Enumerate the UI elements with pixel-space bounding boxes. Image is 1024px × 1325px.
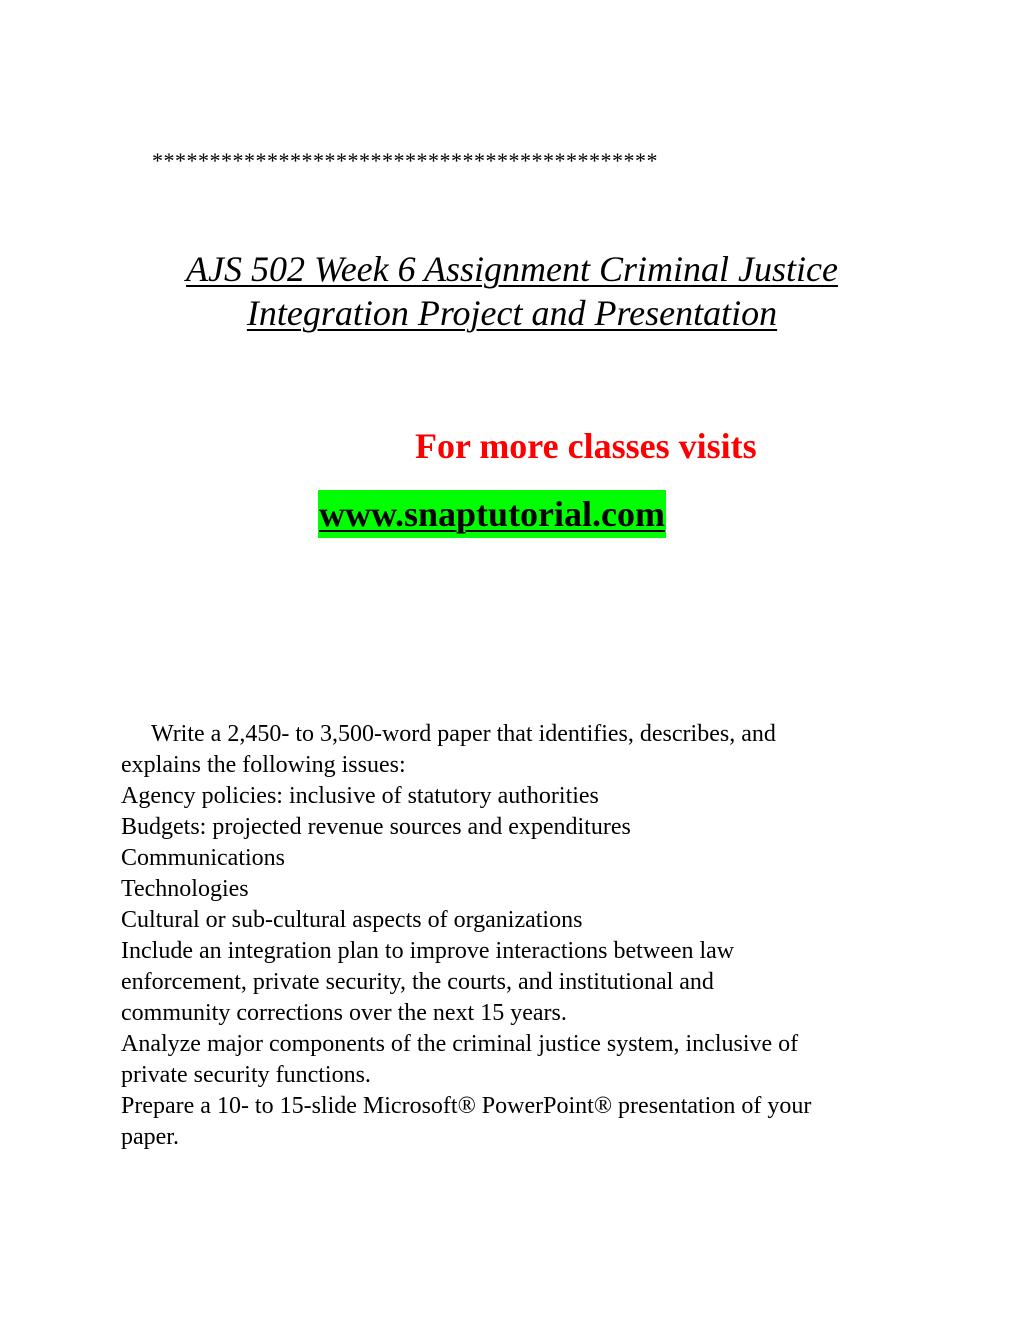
body-line: private security functions. — [121, 1062, 371, 1088]
body-line: Budgets: projected revenue sources and expenditures — [121, 814, 631, 840]
asterisk-separator: ******************************************** — [152, 148, 658, 173]
website-link[interactable]: www.snaptutorial.com — [318, 490, 666, 538]
body-line: Prepare a 10- to 15-slide Microsoft® PowerPoint® presentation of your — [121, 1093, 812, 1119]
body-line: Include an integration plan to improve interactions between law — [121, 938, 735, 964]
body-line: Technologies — [121, 876, 249, 902]
promo-text: For more classes visits — [415, 426, 757, 466]
body-line: enforcement, private security, the courts, and institutional and — [121, 969, 714, 995]
document-title — [0, 247, 1024, 335]
body-line: Cultural or sub-cultural aspects of organizations — [121, 907, 583, 933]
assignment-instructions — [121, 719, 911, 1153]
body-line: paper. — [121, 1124, 179, 1150]
body-line: community corrections over the next 15 years. — [121, 1000, 567, 1026]
body-line: Agency policies: inclusive of statutory authorities — [121, 783, 599, 809]
body-line: Write a 2,450- to 3,500-word paper that identifies, describes, and — [151, 721, 776, 747]
body-line: explains the following issues: — [121, 752, 406, 778]
body-line: Communications — [121, 845, 285, 871]
title-line-1: AJS 502 Week 6 Assignment Criminal Justice — [186, 249, 838, 289]
title-line-2: Integration Project and Presentation — [246, 293, 778, 333]
body-line: Analyze major components of the criminal justice system, inclusive of — [121, 1031, 799, 1057]
